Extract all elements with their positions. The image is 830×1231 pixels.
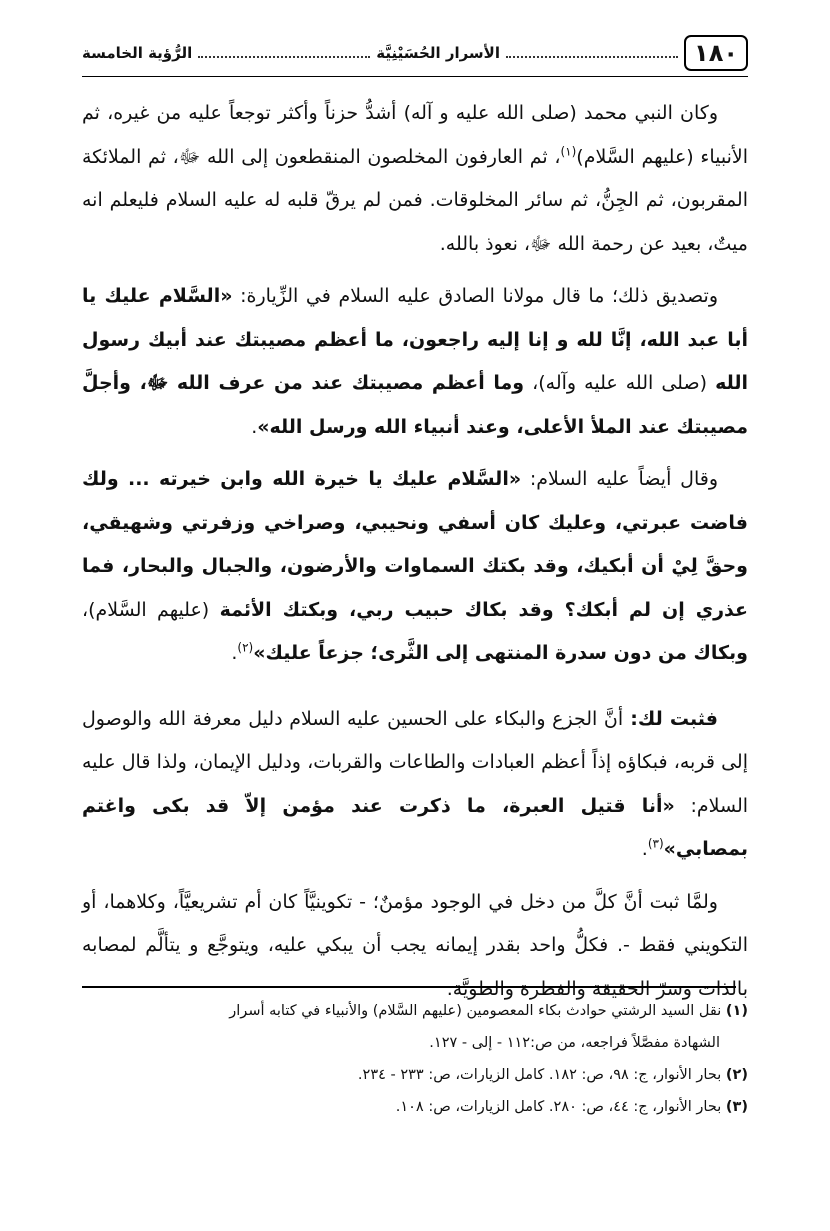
paragraph-text: أنَّ الجزع والبكاء على الحسين عليه السلام دليل معرفة الله والوصول إلى قربه، فبكاؤه إذاً أعظم العبادات والطاعات والقربات، ودليل الإيمان، ولذا قال عليه السلام: (82, 707, 749, 817)
quotation: «أنا قتيل العبرة، ما ذكرت عند مؤمن إلاّ قد بكى واغتم بمصابي» (82, 794, 748, 860)
footnote-text: بحار الأنوار، ج: ٩٨، ص: ١٨٢. كامل الزيارات، ص: ٢٣٣ - ٢٣٤. (357, 1067, 722, 1083)
main-text (82, 92, 748, 1020)
quotation: وبكاك من دون سدرة المنتهى إلى الثَّرى؛ جزعاً عليك» (253, 642, 748, 664)
paragraph-text: ولمَّا ثبت أنَّ كلَّ من دخل في الوجود مؤمنٌ؛ - تكوينيَّاً كان أم تشريعيَّاً، وكلاهما، أو التكويني فقط -. فكلُّ واحد بقدر إيمانه يجب أن يبكي عليه، ويتوجَّع و يتألَّم لمصابه بالذات وسرّ الحقيقة والفطرة والطويَّة. (82, 890, 748, 1000)
paragraph-text: ، ثم العارفون المخلصون المنقطعون إلى الله ﷻ، ثم الملائكة المقربون، ثم الجِنُّ، ثم سائر المخلوقات. فمن لم يرقّ قلبه له عليه السلام فليعلم انه ميتٌ، بعيد عن رحمة الله ﷻ، نعوذ بالله. (82, 145, 748, 255)
header-leader-dots (198, 56, 370, 58)
quotation: «السَّلام عليك يا خيرة الله وابن خيرته ... ولك فاضت عبرتي، وعليك كان أسفي ونحيبي، وصراخي وزفرتي وشهيقي، وحقَّ لِيْ أن أبكيك، وقد بكتك السماوات والأرضون، والجبال والبحار، فما عذري إن لم أبكك؟ وقد بكاك حبيب ربي، وبكتك الأئمة (82, 468, 748, 621)
footnote-number: (١) (725, 1003, 748, 1019)
paragraph-text: . (251, 415, 258, 438)
paragraph-text: وكان النبي محمد (صلى الله عليه و آله) أشدُّ حزناً وأكثر توجعاً عليه من غيره، ثم الأنبياء (عليهم السَّلام) (82, 102, 748, 168)
footnotes (82, 996, 748, 1124)
footnote-ref: (٢) (237, 640, 254, 655)
header-divider (82, 76, 748, 77)
footnote-2 (82, 1060, 748, 1090)
footnote-text: بحار الأنوار، ج: ٤٤، ص: ٢٨٠. كامل الزيارات، ص: ١٠٨. (395, 1099, 722, 1115)
paragraph-3 (82, 458, 748, 676)
paragraph-lead: فثبت لك: (623, 707, 718, 730)
footnote-ref: (١) (560, 144, 577, 159)
footnote-text: الشهادة مفصَّلاً فراجعه، من ص:١١٢ - إلى - ١٢٧. (429, 1035, 720, 1051)
footnote-1 (82, 996, 748, 1026)
paragraph-5 (82, 881, 748, 1012)
paragraph-text: (عليهم السَّلام)، (82, 598, 220, 621)
paragraph-text: . (231, 642, 238, 664)
footnote-ref: (٣) (647, 836, 664, 851)
paragraph-text: وتصديق ذلك؛ ما قال مولانا الصادق عليه السلام في الزِّيارة: (232, 285, 718, 307)
paragraph-2 (82, 275, 748, 449)
footnote-1-continuation (82, 1028, 748, 1058)
header-leader-dots (506, 56, 678, 58)
book-title: الأسرار الحُسَيْنِيَّة (376, 44, 500, 62)
paragraph-text: وقال أيضاً عليه السلام: (521, 468, 718, 490)
paragraph-text: . (641, 838, 648, 860)
page-number: ١٨٠ (684, 35, 748, 71)
footnote-3 (82, 1092, 748, 1122)
footnote-divider (82, 986, 736, 988)
paragraph-4 (82, 698, 748, 872)
running-header (82, 30, 748, 76)
chapter-title: الرُّؤية الخامسة (81, 44, 193, 62)
paragraph-text: (صلى الله عليه وآله)، (524, 372, 716, 394)
quotation: «السَّلام عليك يا أبا عبد الله، إنَّا لله و إنا إليه راجعون، ما أعظم مصيبتك عند أبيك رسول الله (82, 285, 749, 394)
footnote-number: (٣) (725, 1099, 748, 1115)
quotation: وما أعظم مصيبتك عند من عرف الله ﷻ، وأجلَّ مصيبتك عند الملأ الأعلى، وعند أنبياء الله ورسل الله» (82, 372, 748, 438)
footnote-number: (٢) (725, 1067, 748, 1083)
paragraph-1 (82, 92, 748, 266)
footnote-text: نقل السيد الرشتي حوادث بكاء المعصومين (عليهم السَّلام) والأنبياء في كتابه أسرار (229, 1003, 722, 1019)
